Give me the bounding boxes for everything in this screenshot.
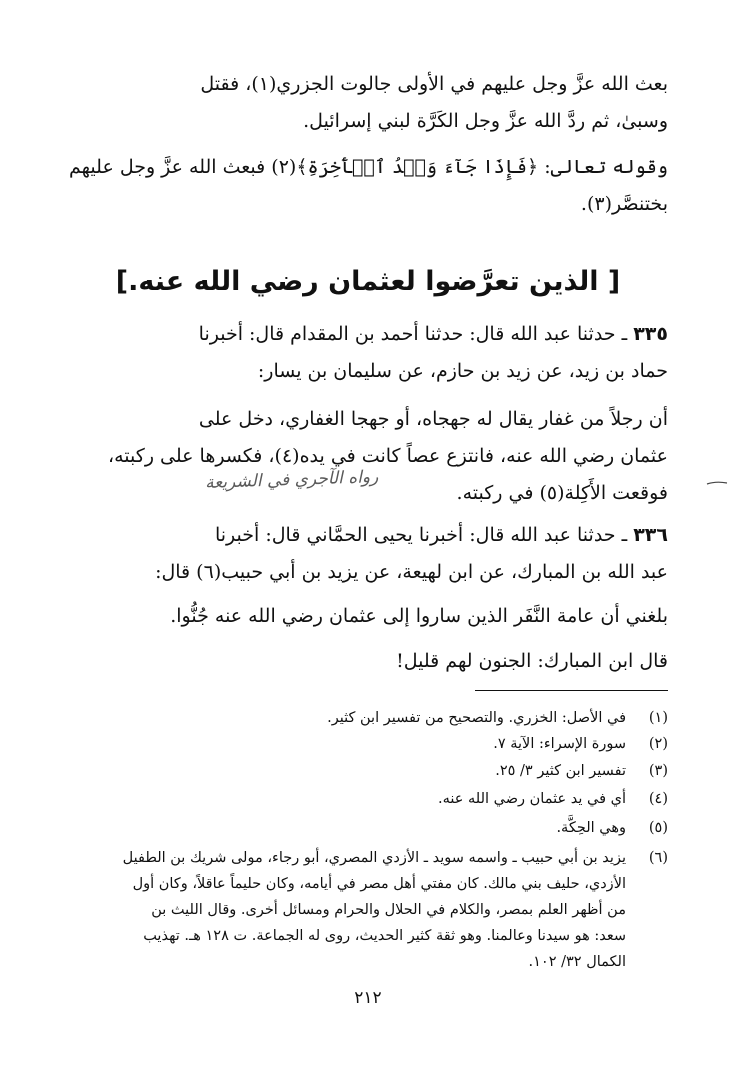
footnote-2-number: (٢) xyxy=(648,736,668,752)
footnote-6 xyxy=(68,845,668,871)
handwritten-note: رواه الآجري في الشريعة xyxy=(204,466,379,494)
footnote-3-number: (٣) xyxy=(648,763,668,779)
hadith-335-isnad-1: ـ حدثنا عبد الله قال: حدثنا أحمد بن المقدام قال: أخبرنا xyxy=(198,323,628,345)
hadith-336-number: ٣٣٦ xyxy=(633,524,668,546)
footnote-5-number: (٥) xyxy=(648,820,668,836)
footnote-6-line-4: سعد: هو سيدنا وعالمنا. وهو ثقة كثير الحديث، روى له الجماعة. ت ١٢٨ هـ. تهذيب xyxy=(143,928,626,944)
footnote-5 xyxy=(68,815,668,841)
footnote-1-number: (١) xyxy=(648,710,668,726)
footnote-4 xyxy=(68,786,668,812)
footnote-3-text: تفسير ابن كثير ٣/ ٢٥. xyxy=(495,763,626,779)
footnote-6-number: (٦) xyxy=(648,850,668,866)
footnote-6-cont-4 xyxy=(68,949,668,975)
footnote-6-line-1: يزيد بن أبي حبيب ـ واسمه سويد ـ الأزدي المصري، أبو رجاء، مولى شريك بن الطفيل xyxy=(122,850,626,866)
hadith-335-body-2: عثمان رضي الله عنه، فانتزع عصاً كانت في يده(٤)، فكسرها على ركبته، xyxy=(107,445,668,467)
hadith-336-body-1: بلغني أن عامة النَّفَر الذين ساروا إلى عثمان رضي الله عنه جُنُّوا. xyxy=(170,605,668,627)
footnote-2-text: سورة الإسراء: الآية ٧. xyxy=(493,736,626,752)
footnote-6-cont-1 xyxy=(68,871,668,897)
footnote-separator xyxy=(475,690,668,691)
footnote-1-text: في الأصل: الخزري. والتصحيح من تفسير ابن كثير. xyxy=(327,710,626,726)
footnote-6-line-5: الكمال ٣٢/ ١٠٢. xyxy=(528,954,626,970)
footnote-6-line-3: من أظهر العلم بمصر، والكلام في الحلال والحرام ومسائل أخرى. وقال الليث بن xyxy=(151,902,626,918)
footnote-6-cont-2 xyxy=(68,897,668,923)
hadith-336-isnad-1: ـ حدثنا عبد الله قال: أخبرنا يحيى الحمَّاني قال: أخبرنا xyxy=(214,524,628,546)
paragraph-2-line-2: بختنصَّر(٣). xyxy=(580,193,668,215)
section-heading: [ الذين تعرَّضوا لعثمان رضي الله عنه.] xyxy=(115,266,621,297)
hadith-336-line-2: عبد الله بن المبارك، عن ابن لهيعة، عن يزيد بن أبي حبيب(٦) قال: xyxy=(155,561,668,583)
paragraph-1-line-2: وسبىٰ، ثم ردَّ الله عزَّ وجل الكَرَّة لبني إسرائيل. xyxy=(303,110,668,132)
footnote-6-cont-3 xyxy=(68,923,668,949)
paragraph-1-line-1: بعث الله عزَّ وجل عليهم في الأولى جالوت الجزري(١)، فقتل xyxy=(200,73,668,95)
hadith-335-line-1 xyxy=(68,316,668,353)
paragraph-2-line-1: وقوله تعالى: ﴿فَإِذَا جَآءَ وَعۡدُ ٱلۡأٓخِرَةِ﴾(٢) فبعث الله عزَّ وجل عليهم xyxy=(69,156,668,178)
footnote-4-number: (٤) xyxy=(648,791,668,807)
hadith-335-line-2: حماد بن زيد، عن زيد بن حازم، عن سليمان بن يسار: xyxy=(257,360,668,382)
hadith-335-body-3: فوقعت الأَكِلة(٥) في ركبته. xyxy=(456,482,668,504)
footnote-1 xyxy=(68,705,668,731)
hadith-336-body-2: قال ابن المبارك: الجنون لهم قليل! xyxy=(396,650,668,672)
footnote-2 xyxy=(68,731,668,757)
hadith-335-body-1: أن رجلاً من غفار يقال له جهجاه، أو جهجا الغفاري، دخل على xyxy=(198,408,668,430)
page-number: ٢١٢ xyxy=(354,988,382,1008)
hadith-336-line-1 xyxy=(68,517,668,554)
hadith-335-number: ٣٣٥ xyxy=(633,323,668,345)
footnote-5-text: وهي الحِكَّة. xyxy=(556,820,626,836)
margin-pen-mark xyxy=(706,480,728,486)
footnote-3 xyxy=(68,758,668,784)
footnote-4-text: أي في يد عثمان رضي الله عنه. xyxy=(437,791,626,807)
footnote-6-line-2: الأزدي، حليف بني مالك. كان مفتي أهل مصر في أيامه، وكان حليماً عاقلاً، وكان أول xyxy=(132,876,626,892)
